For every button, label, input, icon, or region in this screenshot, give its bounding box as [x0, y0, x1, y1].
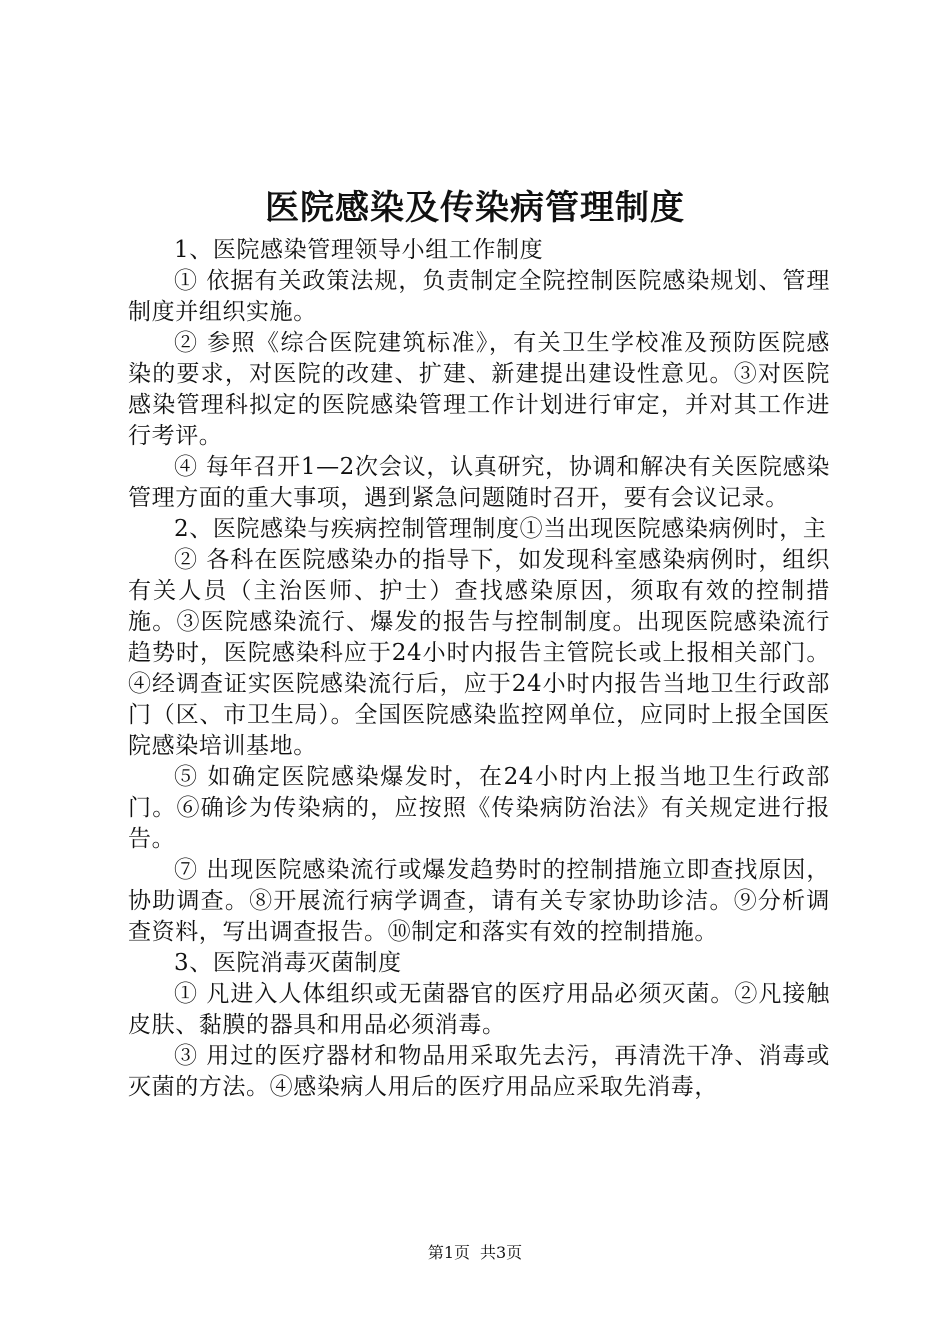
paragraph: ⑦ 出现医院感染流行或爆发趋势时的控制措施立即查找原因，协助调查。⑧开展流行病学调查，请有关专家协助诊洁。⑨分析调查资料，写出调查报告。⑩制定和落实有效的控制措施。	[128, 857, 830, 945]
page-footer	[0, 1241, 950, 1265]
paragraph: ① 依据有关政策法规，负责制定全院控制医院感染规划、管理制度并组织实施。	[128, 268, 830, 325]
paragraph: ③ 用过的医疗器材和物品用采取先去污，再清洗干净、消毒或灭菌的方法。④感染病人用后的医疗用品应采取先消毒，	[128, 1043, 830, 1100]
paragraph: ⑤ 如确定医院感染爆发时，在24小时内上报当地卫生行政部门。⑥确诊为传染病的，应按照《传染病防治法》有关规定进行报告。	[128, 764, 830, 852]
paragraph: ① 凡进入人体组织或无菌器官的医疗用品必须灭菌。②凡接触皮肤、黏膜的器具和用品必须消毒。	[128, 981, 830, 1038]
paragraph: ② 各科在医院感染办的指导下，如发现科室感染病例时，组织有关人员（主治医师、护士）查找感染原因，须取有效的控制措施。③医院感染流行、爆发的报告与控制制度。出现医院感染流行趋势时，医院感染科应于24小时内报告主管院长或上报相关部门。④经调查证实医院感染流行后，应于24小时内报告当地卫生行政部门（区、市卫生局）。全国医院感染监控网单位，应同时上报全国医院感染培训基地。	[128, 547, 830, 759]
document-body	[128, 235, 830, 1103]
page-number: 第1页	[427, 1243, 470, 1262]
section-heading-3: 3、医院消毒灭菌制度	[174, 950, 402, 976]
section-heading-2: 2、医院感染与疾病控制管理制度①当出现医院感染病例时，主	[174, 516, 827, 542]
document-title: 医院感染及传染病管理制度	[265, 188, 685, 228]
page-total: 共3页	[480, 1243, 523, 1262]
section-heading-1: 1、医院感染管理领导小组工作制度	[174, 237, 544, 263]
paragraph: ② 参照《综合医院建筑标准》，有关卫生学校准及预防医院感染的要求，对医院的改建、扩建、新建提出建设性意见。③对医院感染管理科拟定的医院感染管理工作计划进行审定，并对其工作进行考评。	[128, 330, 830, 449]
paragraph: ④ 每年召开1—2次会议，认真研究，协调和解决有关医院感染管理方面的重大事项，遇到紧急问题随时召开，要有会议记录。	[128, 454, 830, 511]
